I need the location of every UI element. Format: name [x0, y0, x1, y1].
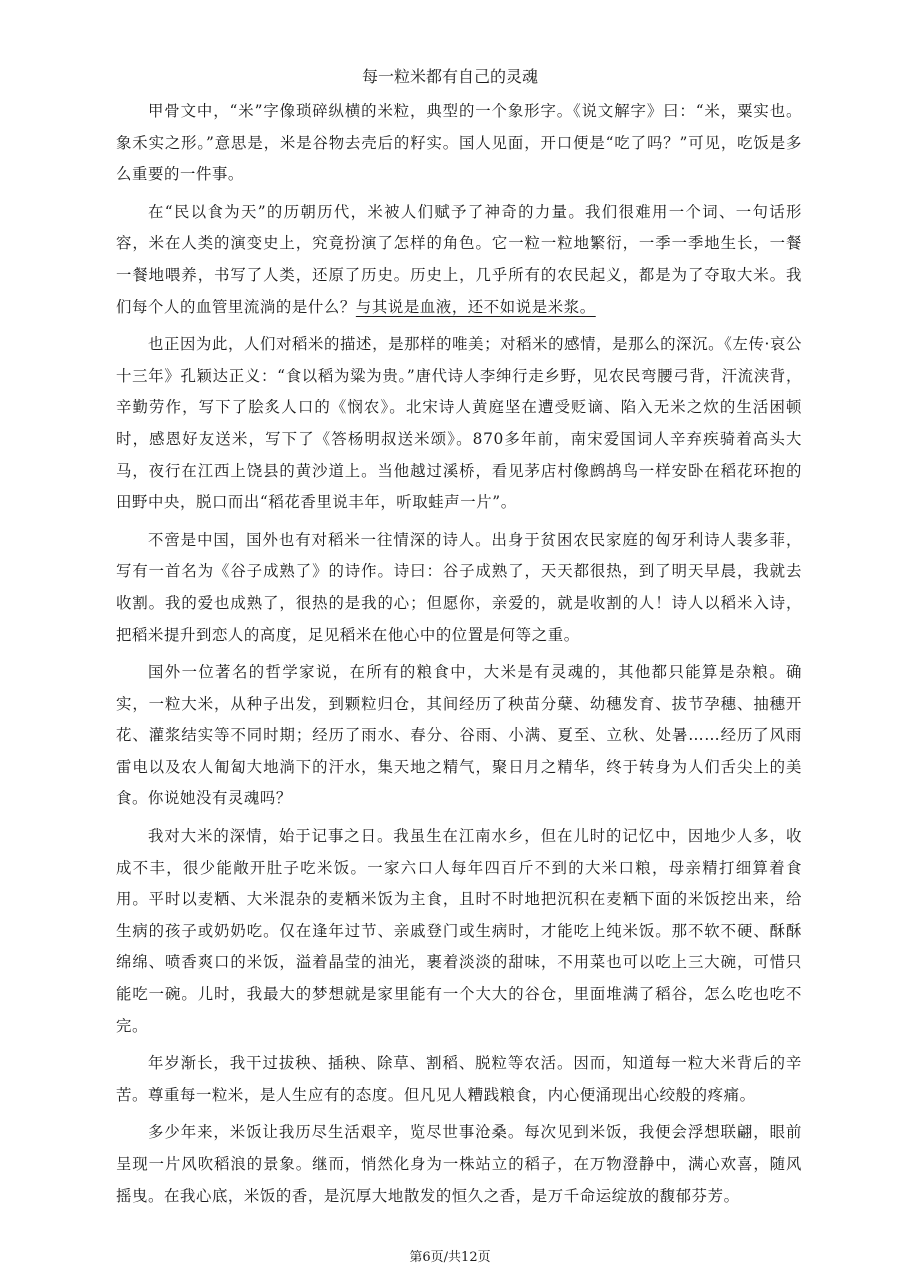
paragraph-3: 也正因为此，人们对稻米的描述，是那样的唯美；对稻米的感情，是那么的深沉。《左传·哀公十三年》孔颖达正义：“食以稻为粱为贵。”唐代诗人李绅行走乡野，见农民弯腰弓背，汗流浃背，辛勤劳作，写下了脍炙人口的《悯农》。北宋诗人黄庭坚在遭受贬谪、陷入无米之炊的生活困顿时，感恩好友送米，写下了《答杨明叔送米颂》。870多年前，南宋爱国词人辛弃疾骑着高头大马，夜行在江西上饶县的黄沙道上。当他越过溪桥，看见茅店村像鹧鸪鸟一样安卧在稻花环抱的田野中央，脱口而出“稻花香里说丰年，听取蛙声一片”。	[116, 335, 802, 512]
underlined-sentence: 与其说是血液，还不如说是米浆。	[355, 297, 596, 316]
article-title: 每一粒米都有自己的灵魂	[361, 67, 538, 86]
paragraph-1: 甲骨文中，“米”字像琐碎纵横的米粒，典型的一个象形字。《说文解字》曰：“米，粟实也。象禾实之形。”意思是，米是谷物去壳后的籽实。国人见面，开口便是“吃了吗？”可见，吃饭是多么重要的一件事。	[116, 102, 802, 184]
paragraph-5: 国外一位著名的哲学家说，在所有的粮食中，大米是有灵魂的，其他都只能算是杂粮。确实，一粒大米，从种子出发，到颗粒归仓，其间经历了秧苗分蘖、幼穗发育、拔节孕穗、抽穗开花、灌浆结实等不同时期；经历了雨水、春分、谷雨、小满、夏至、立秋、处暑……经历了风雨雷电以及农人匍匐大地淌下的汗水，集天地之精气，聚日月之精华，终于转身为人们舌尖上的美食。你说她没有灵魂吗？	[116, 663, 802, 808]
paragraph-2	[116, 197, 802, 323]
article-body	[116, 96, 802, 1218]
paragraph-8: 多少年来，米饭让我历尽生活艰辛，览尽世事沧桑。每次见到米饭，我便会浮想联翩，眼前呈现一片风吹稻浪的景象。继而，悄然化身为一株站立的稻子，在万物澄静中，满心欢喜，随风摇曳。在我心底，米饭的香，是沉厚大地散发的恒久之香，是万千命运绽放的馥郁芬芳。	[116, 1123, 802, 1205]
page-number: 第6页/共12页	[409, 1250, 491, 1265]
paragraph-7: 年岁渐长，我干过拔秧、插秧、除草、割稻、脱粒等农活。因而，知道每一粒大米背后的辛苦。尊重每一粒米，是人生应有的态度。但凡见人糟践粮食，内心便涌现出心绞般的疼痛。	[116, 1054, 802, 1104]
paragraph-6: 我对大米的深情，始于记事之日。我虽生在江南水乡，但在儿时的记忆中，因地少人多，收成不丰，很少能敞开肚子吃米饭。一家六口人每年四百斤不到的大米口粮，母亲精打细算着食用。平时以麦粞、大米混杂的麦粞米饭为主食，且时不时地把沉积在麦粞下面的米饭挖出来，给生病的孩子或奶奶吃。仅在逢年过节、亲戚登门或生病时，才能吃上纯米饭。那不软不硬、酥酥绵绵、喷香爽口的米饭，溢着晶莹的油光，裹着淡淡的甜味，不用菜也可以吃上三大碗，可惜只能吃一碗。儿时，我最大的梦想就是家里能有一个大大的谷仓，里面堆满了稻谷，怎么吃也吃不完。	[116, 827, 802, 1035]
paragraph-4: 不啻是中国，国外也有对稻米一往情深的诗人。出身于贫困农民家庭的匈牙利诗人裴多菲，写有一首名为《谷子成熟了》的诗作。诗曰：谷子成熟了，天天都很热，到了明天早晨，我就去收割。我的爱也成熟了，很热的是我的心；但愿你，亲爱的，就是收割的人！诗人以稻米入诗，把稻米提升到恋人的高度，足见稻米在他心中的位置是何等之重。	[116, 530, 802, 644]
paragraph-2-text: 在“民以食为天”的历朝历代，米被人们赋予了神奇的力量。我们很难用一个词、一句话形容，米在人类的演变史上，究竟扮演了怎样的角色。它一粒一粒地繁衍，一季一季地生长，一餐一餐地喂养，书写了人类，还原了历史。历史上，几乎所有的农民起义，都是为了夺取大米。我们每个人的血管里流淌的是什么？	[116, 202, 802, 316]
